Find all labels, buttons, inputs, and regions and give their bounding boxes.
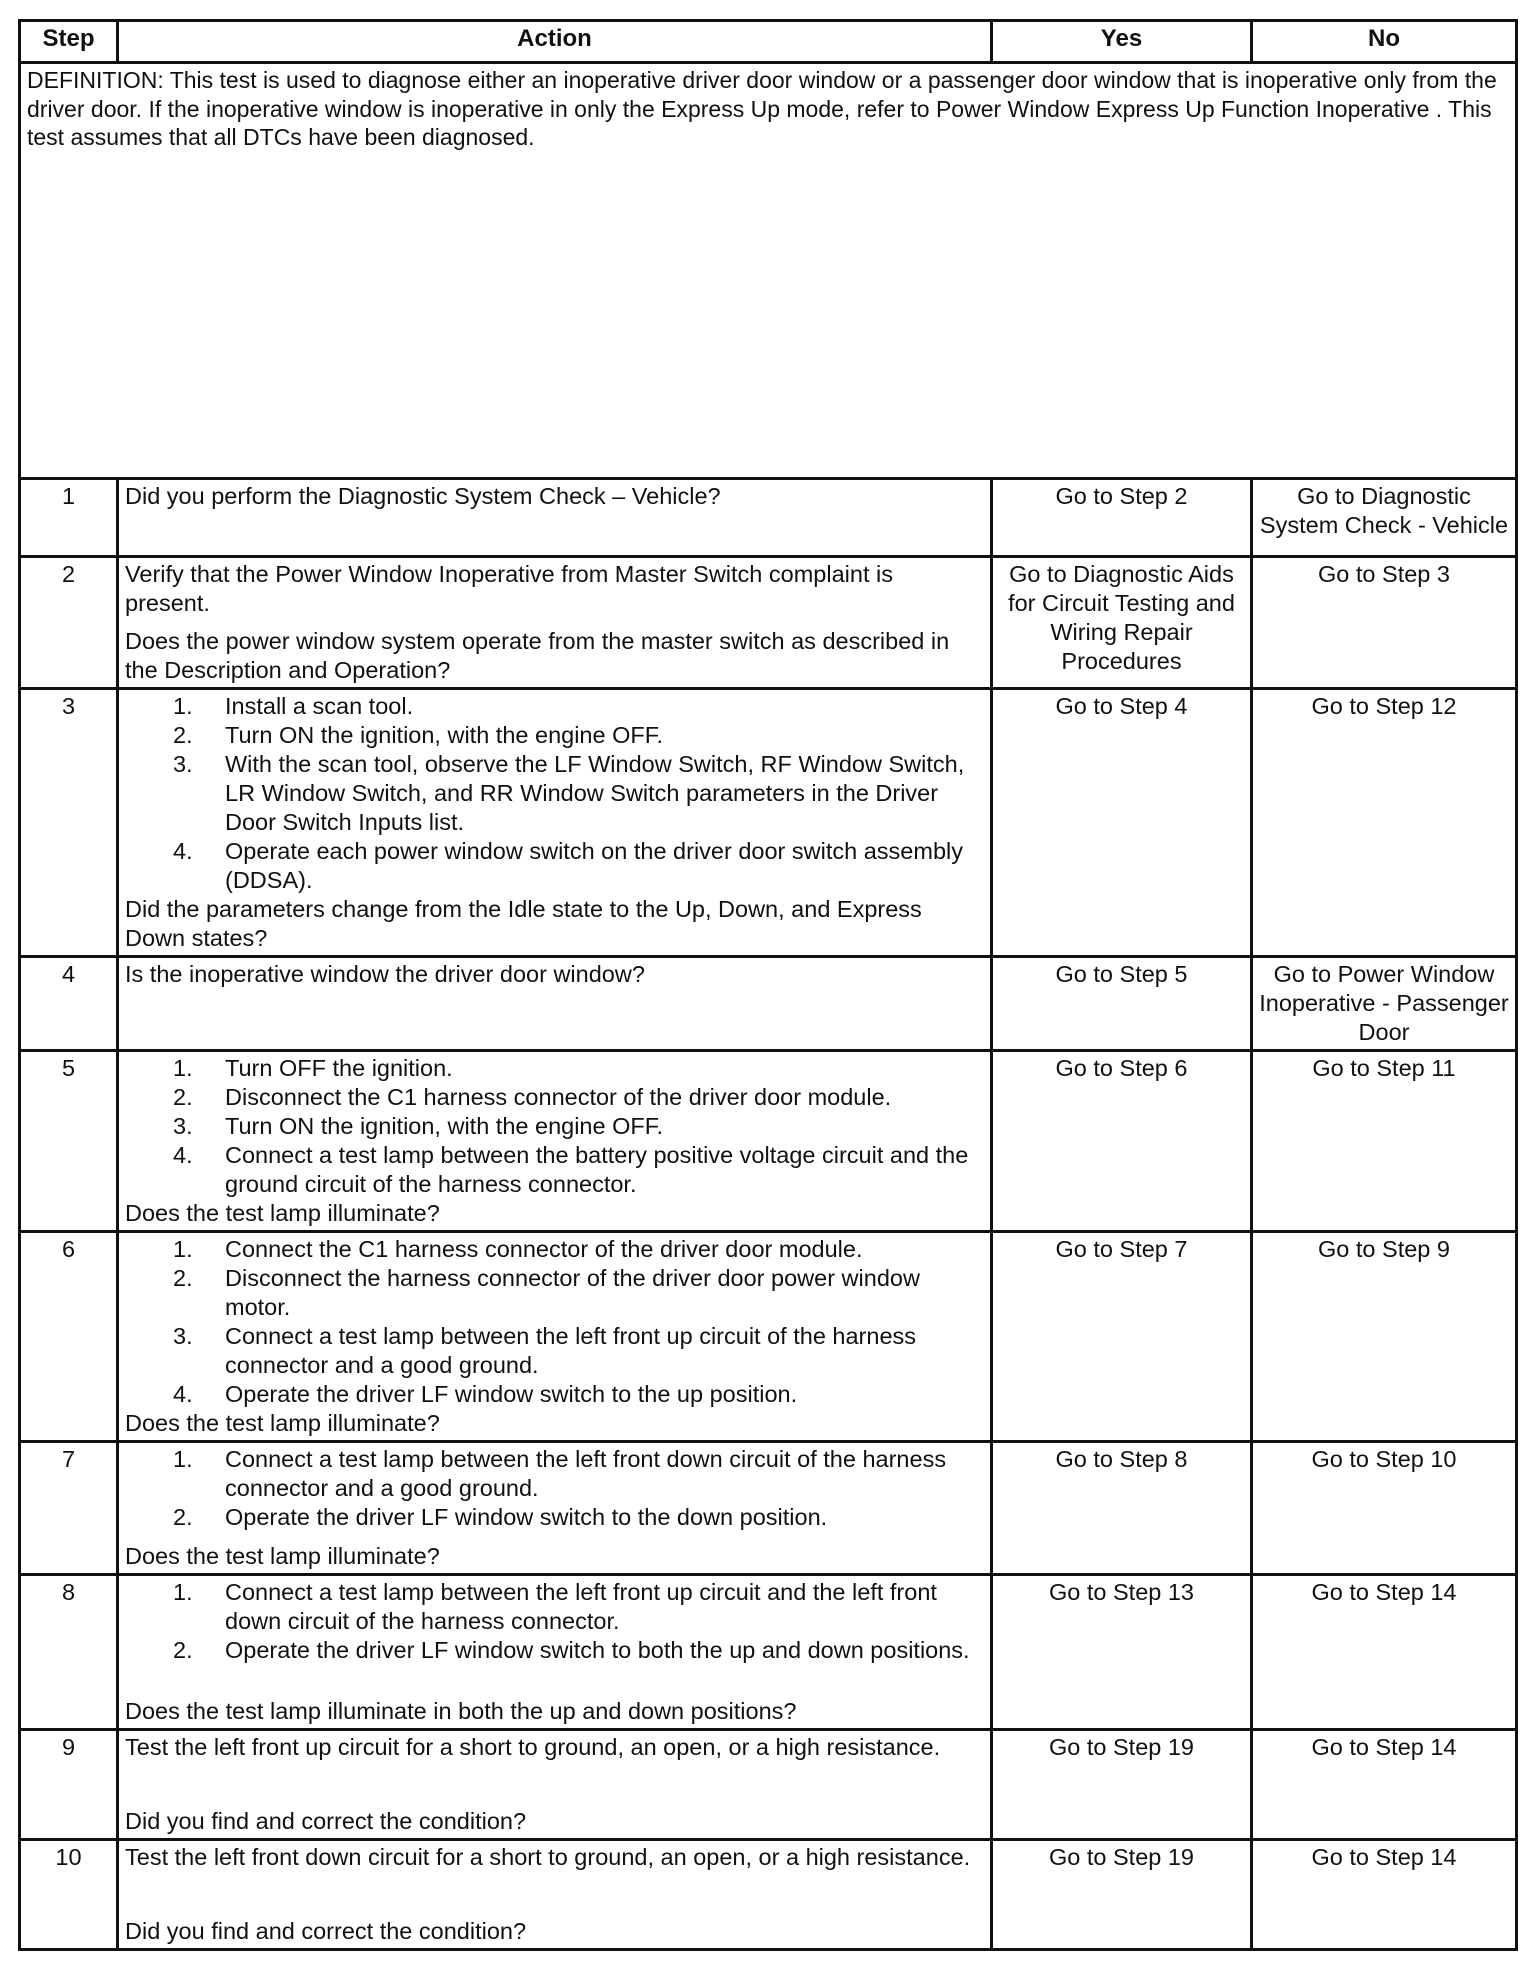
procedure-item — [173, 1112, 984, 1141]
action-content — [125, 1578, 984, 1726]
action-content — [125, 482, 984, 553]
procedure-list — [125, 1054, 984, 1199]
procedure-item-text: Operate the driver LF window switch to the up position. — [225, 1381, 798, 1407]
procedure-item — [173, 1445, 984, 1503]
action-top — [125, 1578, 984, 1665]
procedure-item-text: Disconnect the harness connector of the driver door power window motor. — [225, 1265, 920, 1320]
table-row — [20, 1840, 1517, 1950]
procedure-item-number: 2. — [173, 1084, 193, 1110]
procedure-item-text: Connect a test lamp between the left front down circuit of the harness connector and a good ground. — [225, 1446, 947, 1501]
action-cell — [118, 557, 992, 689]
action-question: Did you find and correct the condition? — [125, 1808, 527, 1834]
no-result: Go to Step 3 — [1252, 557, 1517, 689]
procedure-item-number: 1. — [173, 1236, 193, 1262]
procedure-item — [173, 1636, 984, 1665]
action-text: Test the left front up circuit for a short to ground, an open, or a high resistance. — [125, 1734, 941, 1760]
procedure-item — [173, 1054, 984, 1083]
action-question: Does the test lamp illuminate? — [125, 1200, 440, 1226]
procedure-item-number: 4. — [173, 838, 193, 864]
action-content — [125, 1445, 984, 1571]
step-number: 5 — [20, 1051, 118, 1232]
procedure-item-number: 2. — [173, 722, 193, 748]
step-number: 8 — [20, 1575, 118, 1730]
action-top — [125, 1054, 984, 1199]
step-number: 7 — [20, 1442, 118, 1575]
action-top — [125, 1843, 984, 1872]
procedure-item-text: Operate the driver LF window switch to the down position. — [225, 1504, 828, 1530]
step-number: 3 — [20, 689, 118, 957]
action-top — [125, 1733, 984, 1762]
procedure-list — [125, 1445, 984, 1532]
procedure-item-number: 4. — [173, 1381, 193, 1407]
action-top — [125, 692, 984, 895]
definition-text: DEFINITION: This test is used to diagnose either an inoperative driver door window or a passenger door window that is inoperative only from the driver door. If the inoperative window is inoperative in only the Express Up mode, refer to Power Window Express Up Function Inoperative . This test assumes that all DTCs have been diagnosed. — [20, 63, 1517, 479]
procedure-item-text: Install a scan tool. — [225, 693, 414, 719]
procedure-item — [173, 1264, 984, 1322]
action-question: Did the parameters change from the Idle state to the Up, Down, and Express Down states? — [125, 896, 922, 951]
table-row — [20, 1442, 1517, 1575]
yes-result: Go to Step 19 — [992, 1730, 1252, 1840]
table-row — [20, 557, 1517, 689]
procedure-item-text: Connect a test lamp between the left front up circuit of the harness connector and a good ground. — [225, 1323, 917, 1378]
procedure-item-number: 1. — [173, 1055, 193, 1081]
action-question: Does the power window system operate from the master switch as described in the Description and Operation? — [125, 628, 950, 683]
table-row — [20, 1730, 1517, 1840]
header-step: Step — [20, 21, 118, 63]
procedure-item — [173, 1380, 984, 1409]
action-cell — [118, 1051, 992, 1232]
step-number: 9 — [20, 1730, 118, 1840]
no-result: Go to Step 14 — [1252, 1575, 1517, 1730]
action-cell — [118, 1232, 992, 1442]
procedure-item-text: Operate each power window switch on the driver door switch assembly (DDSA). — [225, 838, 963, 893]
procedure-item — [173, 1141, 984, 1199]
action-content — [125, 1235, 984, 1438]
table-row — [20, 957, 1517, 1051]
action-top — [125, 1235, 984, 1409]
yes-result: Go to Step 8 — [992, 1442, 1252, 1575]
action-content — [125, 1054, 984, 1228]
procedure-item-text: Disconnect the C1 harness connector of the driver door module. — [225, 1084, 892, 1110]
procedure-item — [173, 692, 984, 721]
action-text: Verify that the Power Window Inoperative from Master Switch complaint is present. — [125, 561, 893, 616]
procedure-item-number: 1. — [173, 1446, 193, 1472]
action-content — [125, 1843, 984, 1946]
no-result: Go to Power Window Inoperative - Passenger Door — [1252, 957, 1517, 1051]
no-result: Go to Diagnostic System Check - Vehicle — [1252, 479, 1517, 557]
step-number: 2 — [20, 557, 118, 689]
procedure-item-number: 3. — [173, 751, 193, 777]
no-result: Go to Step 14 — [1252, 1840, 1517, 1950]
procedure-item — [173, 837, 984, 895]
header-yes: Yes — [992, 21, 1252, 63]
yes-result: Go to Step 4 — [992, 689, 1252, 957]
yes-result: Go to Diagnostic Aids for Circuit Testing and Wiring Repair Procedures — [992, 557, 1252, 689]
step-number: 6 — [20, 1232, 118, 1442]
table-row — [20, 1575, 1517, 1730]
header-no: No — [1252, 21, 1517, 63]
action-question: Does the test lamp illuminate? — [125, 1543, 440, 1569]
procedure-item-number: 3. — [173, 1323, 193, 1349]
procedure-item-number: 3. — [173, 1113, 193, 1139]
no-result: Go to Step 9 — [1252, 1232, 1517, 1442]
yes-result: Go to Step 19 — [992, 1840, 1252, 1950]
yes-result: Go to Step 7 — [992, 1232, 1252, 1442]
procedure-item-text: Turn ON the ignition, with the engine OFF. — [225, 722, 664, 748]
procedure-item-number: 2. — [173, 1265, 193, 1291]
procedure-item-number: 2. — [173, 1637, 193, 1663]
action-text: Test the left front down circuit for a short to ground, an open, or a high resistance. — [125, 1844, 971, 1870]
action-text: Is the inoperative window the driver door window? — [125, 961, 645, 987]
yes-result: Go to Step 13 — [992, 1575, 1252, 1730]
action-content — [125, 1733, 984, 1836]
no-result: Go to Step 12 — [1252, 689, 1517, 957]
yes-result: Go to Step 5 — [992, 957, 1252, 1051]
procedure-list — [125, 692, 984, 895]
procedure-item-number: 1. — [173, 693, 193, 719]
procedure-item-number: 4. — [173, 1142, 193, 1168]
action-cell — [118, 689, 992, 957]
action-cell — [118, 479, 992, 557]
step-number: 1 — [20, 479, 118, 557]
action-top — [125, 482, 984, 511]
procedure-item-text: Connect a test lamp between the left front up circuit and the left front down circuit of the harness connector. — [225, 1579, 937, 1634]
procedure-item — [173, 721, 984, 750]
action-top — [125, 560, 984, 618]
yes-result: Go to Step 2 — [992, 479, 1252, 557]
action-cell — [118, 1730, 992, 1840]
action-cell — [118, 1442, 992, 1575]
definition-row — [20, 63, 1517, 479]
action-cell — [118, 1575, 992, 1730]
procedure-item-number: 2. — [173, 1504, 193, 1530]
procedure-item — [173, 1503, 984, 1532]
action-top — [125, 960, 984, 989]
procedure-item-text: Turn ON the ignition, with the engine OFF. — [225, 1113, 664, 1139]
procedure-item — [173, 1083, 984, 1112]
action-content — [125, 692, 984, 953]
table-row — [20, 1232, 1517, 1442]
yes-result: Go to Step 6 — [992, 1051, 1252, 1232]
no-result: Go to Step 14 — [1252, 1730, 1517, 1840]
procedure-item — [173, 1578, 984, 1636]
procedure-item-text: Turn OFF the ignition. — [225, 1055, 453, 1081]
step-number: 10 — [20, 1840, 118, 1950]
procedure-item — [173, 750, 984, 837]
table-row — [20, 479, 1517, 557]
header-row — [20, 21, 1517, 63]
action-cell — [118, 1840, 992, 1950]
diagnostic-table — [18, 19, 1518, 1951]
no-result: Go to Step 10 — [1252, 1442, 1517, 1575]
procedure-list — [125, 1578, 984, 1665]
procedure-item-text: Connect a test lamp between the battery positive voltage circuit and the ground circuit of the harness connector. — [225, 1142, 969, 1197]
no-result: Go to Step 11 — [1252, 1051, 1517, 1232]
procedure-item — [173, 1235, 984, 1264]
action-question: Did you find and correct the condition? — [125, 1918, 527, 1944]
procedure-item-text: Operate the driver LF window switch to both the up and down positions. — [225, 1637, 970, 1663]
procedure-item-text: With the scan tool, observe the LF Window Switch, RF Window Switch, LR Window Switch, and RR Window Switch parameters in the Driver Door Switch Inputs list. — [225, 751, 965, 835]
procedure-list — [125, 1235, 984, 1409]
action-text: Did you perform the Diagnostic System Check – Vehicle? — [125, 483, 721, 509]
procedure-item-number: 1. — [173, 1579, 193, 1605]
step-number: 4 — [20, 957, 118, 1051]
action-content — [125, 960, 984, 1047]
action-question: Does the test lamp illuminate in both the up and down positions? — [125, 1698, 797, 1724]
header-action: Action — [118, 21, 992, 63]
action-content — [125, 560, 984, 685]
table-row — [20, 1051, 1517, 1232]
table-row — [20, 689, 1517, 957]
action-top — [125, 1445, 984, 1532]
action-cell — [118, 957, 992, 1051]
procedure-item-text: Connect the C1 harness connector of the driver door module. — [225, 1236, 863, 1262]
procedure-item — [173, 1322, 984, 1380]
action-question: Does the test lamp illuminate? — [125, 1410, 440, 1436]
